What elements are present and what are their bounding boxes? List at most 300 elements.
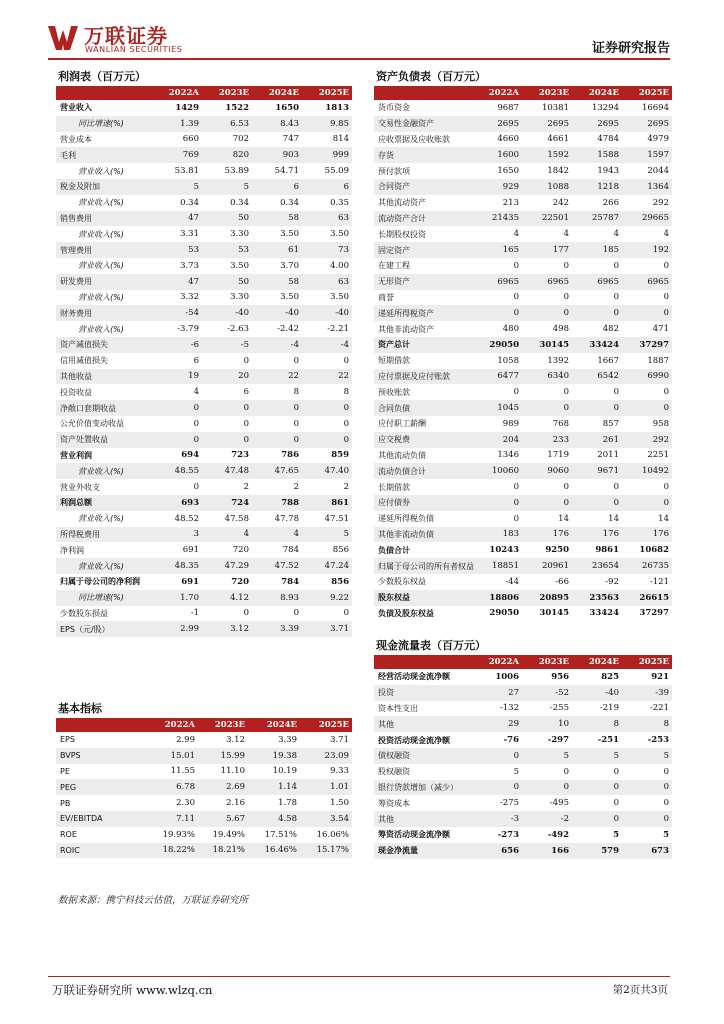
row-label: 营业成本 [60, 134, 92, 144]
cell-value: 22 [338, 371, 349, 382]
cell-value: 0 [563, 766, 569, 777]
cell-value: 0 [343, 403, 349, 414]
cell-value: 15.01 [170, 750, 195, 761]
cell-value: 0 [663, 482, 669, 493]
cell-value: 16.46% [264, 845, 297, 856]
row-label: 流动负债合计 [378, 466, 426, 476]
cell-value: 6 [243, 387, 249, 398]
cell-value: 0 [613, 798, 619, 809]
cell-value: 6965 [647, 276, 669, 287]
header-divider [48, 58, 670, 60]
cell-value: 3.50 [280, 292, 299, 303]
column-header-label [374, 86, 474, 100]
cell-value: 1522 [225, 102, 249, 113]
row-label: 应交税费 [378, 435, 410, 445]
cell-value: -3 [510, 814, 519, 825]
column-header-year: 2022A [488, 657, 519, 667]
table-row [56, 843, 352, 859]
cell-value: 8 [343, 387, 349, 398]
row-label: 筹资活动现金流净额 [378, 830, 450, 840]
table-row [56, 337, 352, 353]
table-row [56, 463, 352, 479]
row-label: 交易性金融资产 [378, 119, 434, 129]
row-label: 其他流动资产 [378, 198, 426, 208]
cell-value: 6 [193, 355, 199, 366]
cell-value: 1088 [547, 181, 569, 192]
cell-value: -221 [649, 703, 669, 714]
cell-value: 9.22 [330, 592, 349, 603]
cell-value: -54 [185, 308, 199, 319]
cell-value: 14 [558, 513, 569, 524]
cell-value: 0 [613, 782, 619, 793]
cell-value: 4 [193, 387, 199, 398]
cell-value: 5 [613, 750, 619, 761]
cell-value: 1943 [597, 166, 619, 177]
table-row [56, 432, 352, 448]
row-label: 预付款项 [378, 166, 410, 176]
cell-value: 6965 [497, 276, 519, 287]
table-row [374, 242, 672, 258]
cell-value: 0 [563, 482, 569, 493]
table-row [374, 226, 672, 242]
cell-value: 23563 [589, 592, 619, 603]
table-row [56, 274, 352, 290]
table-row [374, 432, 672, 448]
cell-value: 1588 [597, 150, 619, 161]
basic-indicators-table [56, 718, 352, 858]
cell-value: 29 [508, 719, 519, 730]
table-row [56, 574, 352, 590]
table-row [56, 795, 352, 811]
cell-value: 1058 [497, 355, 519, 366]
row-label: 递延所得税负债 [378, 514, 434, 524]
table-row [56, 479, 352, 495]
cell-value: 1600 [497, 150, 519, 161]
row-label: ROE [60, 830, 77, 840]
cell-value: 22 [288, 371, 299, 382]
cell-value: 0 [243, 608, 249, 619]
cell-value: 29050 [489, 608, 519, 619]
column-header-year: 2024E [588, 88, 619, 98]
cell-value: 0.35 [330, 197, 349, 208]
row-label: EPS [60, 735, 75, 745]
row-label: 合同资产 [378, 182, 410, 192]
cell-value: -492 [547, 829, 569, 840]
cell-value: 27 [508, 687, 519, 698]
cell-value: 0 [563, 403, 569, 414]
table-row [374, 211, 672, 227]
cell-value: 3.73 [180, 260, 199, 271]
cell-value: 0 [563, 782, 569, 793]
cell-value: 0 [293, 418, 299, 429]
row-label: 无形资产 [378, 277, 410, 287]
cell-value: 861 [331, 497, 349, 508]
cell-value: 58 [288, 213, 299, 224]
cell-value: 15.17% [316, 845, 349, 856]
cell-value: -40 [605, 687, 619, 698]
cell-value: 0 [193, 403, 199, 414]
cell-value: 1650 [497, 166, 519, 177]
cell-value: 47.29 [224, 561, 249, 571]
table-row [374, 795, 672, 811]
report-type-label: 证券研究报告 [591, 41, 670, 56]
column-header-year: 2022A [488, 88, 519, 98]
cell-value: 47 [188, 276, 199, 287]
cell-value: 0 [613, 292, 619, 303]
cell-value: 8.93 [280, 592, 299, 603]
cell-value: 5 [193, 181, 199, 192]
cell-value: -121 [649, 576, 669, 587]
cell-value: 999 [332, 150, 349, 161]
column-header-label [56, 86, 154, 100]
cell-value: 6.53 [230, 118, 249, 129]
table-row [56, 542, 352, 558]
cell-value: 6.78 [176, 782, 195, 793]
row-label: 长期借款 [378, 482, 410, 492]
row-label: 公允价值变动收益 [60, 419, 124, 429]
column-header-year: 2024E [266, 720, 297, 730]
row-label: 营业收入(%) [78, 466, 124, 476]
cell-value: 784 [281, 576, 299, 587]
cell-value: 694 [181, 450, 199, 461]
cell-value: 0 [613, 403, 619, 414]
table-row [56, 779, 352, 795]
table-row [374, 116, 672, 132]
cell-value: -1 [190, 608, 199, 619]
cell-value: -4 [290, 339, 299, 350]
cell-value: 0 [293, 403, 299, 414]
cell-value: 0 [513, 497, 519, 508]
table-row [374, 495, 672, 511]
cell-value: 1218 [597, 181, 619, 192]
cell-value: 9687 [497, 102, 519, 113]
cell-value: 471 [652, 324, 669, 335]
cell-value: 0 [563, 260, 569, 271]
wanlian-logo-icon [48, 24, 78, 52]
cell-value: 673 [651, 845, 669, 856]
cell-value: 5 [563, 750, 569, 761]
row-label: 少数股东损益 [60, 608, 108, 618]
row-label: 利润总额 [60, 498, 92, 508]
cell-value: 47.78 [274, 513, 299, 524]
cell-value: 3.50 [280, 229, 299, 240]
row-label: 投资收益 [60, 387, 92, 397]
cell-value: 47.58 [224, 513, 249, 524]
cell-value: 9861 [595, 545, 619, 556]
table-row [374, 574, 672, 590]
cell-value: 61 [288, 245, 299, 256]
cell-value: 856 [331, 576, 349, 587]
cell-value: 5 [513, 766, 519, 777]
row-label: 负债及股东权益 [378, 608, 434, 618]
cell-value: 292 [652, 434, 669, 445]
cell-value: 233 [552, 434, 569, 445]
cell-value: 3.30 [230, 292, 249, 303]
cell-value: 261 [602, 434, 619, 445]
table-row [374, 685, 672, 701]
cell-value: 1045 [497, 403, 519, 414]
cell-value: -52 [555, 687, 569, 698]
cell-value: -6 [190, 339, 199, 350]
cell-value: 10 [558, 719, 569, 730]
cell-value: 788 [281, 497, 299, 508]
cell-value: 1.01 [330, 782, 349, 793]
cell-value: 19 [188, 371, 199, 382]
cell-value: 660 [182, 134, 199, 145]
row-label: 资产减值损失 [60, 340, 108, 350]
table-row [374, 290, 672, 306]
cell-value: 4979 [647, 134, 669, 145]
cell-value: 1006 [495, 671, 519, 682]
cell-value: 3.70 [280, 260, 299, 271]
column-header-year: 2025E [638, 88, 669, 98]
cell-value: 5 [663, 750, 669, 761]
row-label: 其他 [378, 814, 394, 824]
row-label: 股东权益 [378, 593, 410, 603]
cell-value: 8.43 [280, 118, 299, 129]
cell-value: 0 [513, 513, 519, 524]
cell-value: 0 [613, 308, 619, 319]
cell-value: 857 [602, 418, 619, 429]
cell-value: 1667 [597, 355, 619, 366]
cell-value: 37297 [639, 608, 669, 619]
cell-value: 6 [293, 181, 299, 192]
cell-value: 19.38 [272, 750, 297, 761]
cell-value: 1.50 [330, 798, 349, 809]
cell-value: 3.50 [330, 292, 349, 303]
income-statement-title: 利润表（百万元） [58, 70, 146, 83]
cell-value: 0 [663, 766, 669, 777]
cell-value: 784 [282, 545, 299, 556]
row-label: 营业收入(%) [78, 229, 124, 239]
row-label: PE [60, 766, 70, 776]
cell-value: 58 [288, 276, 299, 287]
cell-value: 0 [293, 355, 299, 366]
cell-value: 0 [563, 292, 569, 303]
table-row [56, 384, 352, 400]
cell-value: 0 [513, 387, 519, 398]
cell-value: 213 [502, 197, 519, 208]
table-row [374, 274, 672, 290]
table-header-row [56, 86, 352, 100]
table-row [374, 132, 672, 148]
cell-value: -5 [240, 339, 249, 350]
cell-value: 3.39 [278, 734, 297, 745]
table-row [374, 701, 672, 717]
cell-value: 48.52 [174, 513, 199, 524]
balance-sheet-title: 资产负债表（百万元） [376, 70, 486, 83]
table-row [374, 384, 672, 400]
column-header-year: 2023E [538, 657, 569, 667]
cell-value: 3.32 [180, 292, 199, 303]
cell-value: 16.06% [316, 829, 349, 840]
table-row [374, 416, 672, 432]
cell-value: 1429 [175, 102, 199, 113]
cell-value: -219 [599, 703, 619, 714]
cell-value: 10381 [541, 102, 569, 113]
cell-value: 4 [563, 229, 569, 240]
footer-divider [48, 976, 670, 977]
table-header-row [374, 86, 672, 100]
cell-value: 0 [663, 798, 669, 809]
cell-value: -40 [235, 308, 249, 319]
cell-value: 4.12 [230, 592, 249, 603]
cell-value: 5 [663, 829, 669, 840]
row-label: PEG [60, 782, 77, 792]
table-row [56, 495, 352, 511]
cell-value: 3.31 [180, 229, 199, 240]
cashflow-statement-title: 现金流量表（百万元） [376, 639, 486, 652]
cell-value: -39 [655, 687, 669, 698]
cell-value: 21435 [491, 213, 519, 224]
row-label: 递延所得税资产 [378, 308, 434, 318]
cell-value: 3.50 [230, 260, 249, 271]
cell-value: 921 [651, 671, 669, 682]
cell-value: 6340 [547, 371, 569, 382]
cell-value: 498 [552, 324, 569, 335]
cell-value: -297 [547, 735, 569, 746]
basic-indicators-title: 基本指标 [58, 702, 102, 715]
cell-value: 2 [293, 482, 299, 493]
cell-value: 204 [502, 434, 519, 445]
cell-value: 825 [601, 671, 619, 682]
cell-value: 0 [563, 387, 569, 398]
table-row [374, 590, 672, 606]
cell-value: 0 [613, 387, 619, 398]
cell-value: 769 [182, 150, 199, 161]
cell-value: 3.50 [330, 229, 349, 240]
table-row [374, 100, 672, 116]
table-row [56, 211, 352, 227]
cell-value: -132 [499, 703, 519, 714]
cell-value: 0 [343, 355, 349, 366]
table-row [56, 116, 352, 132]
cell-value: 3.12 [226, 734, 245, 745]
row-label: 经营活动现金流净额 [378, 672, 450, 682]
cell-value: 26615 [639, 592, 669, 603]
row-label: 商誉 [378, 292, 394, 302]
cell-value: 1887 [647, 355, 669, 366]
cell-value: 0 [613, 482, 619, 493]
column-header-year: 2024E [588, 657, 619, 667]
row-label: 营业利润 [60, 450, 92, 460]
cell-value: 4 [513, 229, 519, 240]
table-row [56, 132, 352, 148]
table-row [374, 669, 672, 685]
cell-value: 0 [563, 308, 569, 319]
cell-value: 0 [193, 482, 199, 493]
cell-value: 1346 [497, 450, 519, 461]
table-row [56, 179, 352, 195]
column-header-year: 2022A [168, 88, 199, 98]
cell-value: 242 [552, 197, 569, 208]
cell-value: 3.54 [330, 813, 349, 824]
table-row [56, 827, 352, 843]
cell-value: 0 [293, 608, 299, 619]
page-number: 第2页共3页 [612, 984, 668, 996]
cell-value: 48.55 [174, 466, 199, 477]
table-row [374, 748, 672, 764]
cell-value: 47.51 [324, 513, 349, 524]
column-header-year: 2025E [318, 720, 349, 730]
cell-value: 10243 [489, 545, 519, 556]
row-label: 税金及附加 [60, 182, 100, 192]
cell-value: 482 [602, 324, 619, 335]
cell-value: 6965 [547, 276, 569, 287]
table-row [374, 827, 672, 843]
row-label: 营业外收支 [60, 482, 100, 492]
table-row [374, 764, 672, 780]
cell-value: 724 [231, 497, 249, 508]
table-row [374, 258, 672, 274]
table-row [56, 163, 352, 179]
row-label: 银行贷款增加（减少） [378, 782, 458, 792]
row-label: 营业收入(%) [78, 198, 124, 208]
table-row [56, 258, 352, 274]
cell-value: 63 [338, 276, 349, 287]
row-label: 营业收入(%) [78, 166, 124, 176]
cell-value: 5.67 [226, 813, 245, 824]
cell-value: 0 [663, 387, 669, 398]
table-row [374, 179, 672, 195]
cell-value: 266 [602, 197, 619, 208]
cell-value: 4661 [547, 134, 569, 145]
row-label: 流动资产合计 [378, 213, 426, 223]
row-label: 少数股东权益 [378, 577, 426, 587]
cell-value: -275 [499, 798, 519, 809]
row-label: 应收票据及应收账款 [378, 134, 450, 144]
cell-value: 166 [551, 845, 569, 856]
cell-value: 0 [513, 482, 519, 493]
row-label: 其他流动负债 [378, 450, 426, 460]
cell-value: 2.16 [226, 798, 245, 809]
cell-value: 9671 [597, 466, 619, 477]
table-row [56, 448, 352, 464]
cell-value: 0 [663, 497, 669, 508]
row-label: 资产总计 [378, 340, 410, 350]
cell-value: 0 [513, 782, 519, 793]
table-row [374, 606, 672, 622]
cell-value: -255 [549, 703, 569, 714]
table-row [56, 606, 352, 622]
cell-value: 0 [563, 497, 569, 508]
cell-value: 19.49% [212, 829, 245, 840]
cell-value: 33424 [589, 608, 619, 619]
table-row [374, 147, 672, 163]
cell-value: 0 [193, 434, 199, 445]
cell-value: 0.34 [230, 197, 249, 208]
cell-value: 10682 [639, 545, 669, 556]
table-header-row [374, 655, 672, 669]
cell-value: 0 [243, 355, 249, 366]
cell-value: 192 [652, 245, 669, 256]
row-label: 归属于母公司的净利润 [60, 577, 140, 587]
cell-value: 814 [332, 134, 349, 145]
footer-institute: 万联证券研究所 www.wlzq.cn [52, 983, 213, 997]
cell-value: 10492 [641, 466, 669, 477]
row-label: 营业收入(%) [78, 514, 124, 524]
cell-value: 0 [293, 434, 299, 445]
row-label: 销售费用 [60, 213, 92, 223]
table-row [374, 732, 672, 748]
table-row [374, 780, 672, 796]
cell-value: 1.78 [278, 798, 297, 809]
row-label: 其他收益 [60, 371, 92, 381]
cell-value: 29050 [489, 339, 519, 350]
table-row [56, 353, 352, 369]
cell-value: 0.34 [280, 197, 299, 208]
cell-value: 165 [502, 245, 519, 256]
